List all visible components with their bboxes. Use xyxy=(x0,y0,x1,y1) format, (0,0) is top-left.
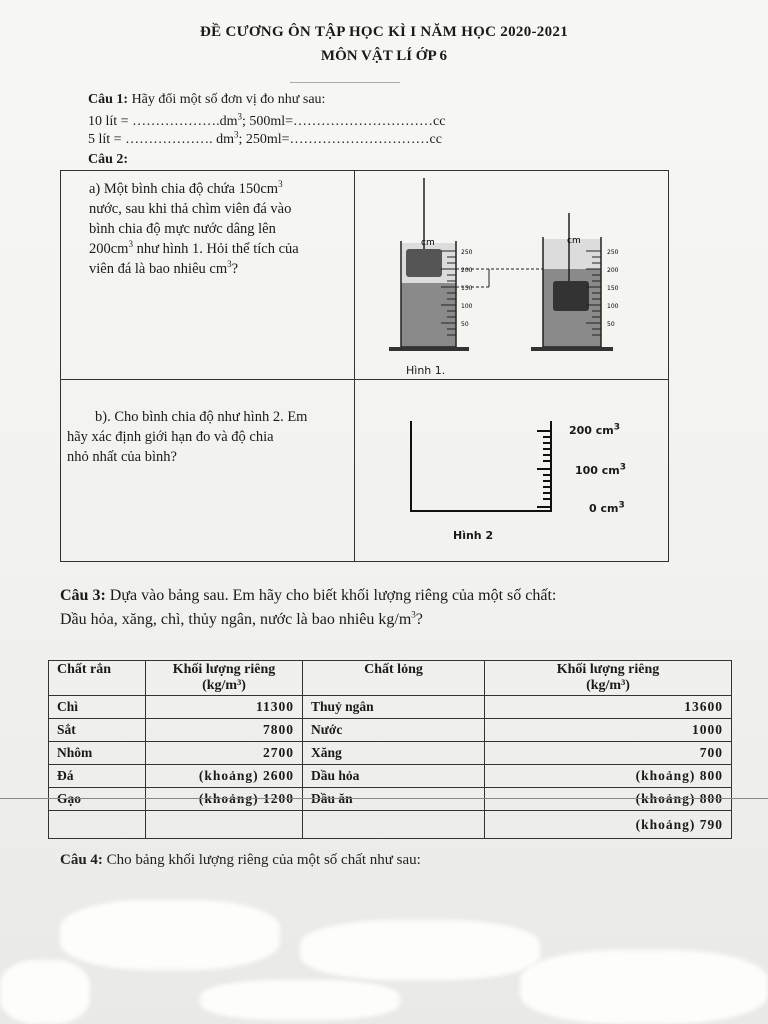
paper-stain xyxy=(300,920,540,980)
page-subtitle: MÔN VẬT LÍ ỚP 6 xyxy=(320,48,448,64)
table-row: Đá (khoảng) 2600 Dầu hỏa (khoảng) 800 xyxy=(49,765,732,788)
svg-text:100: 100 xyxy=(607,303,619,310)
figure-2-caption: Hình 2 xyxy=(453,529,494,542)
q1-prompt: Câu 1: Hãy đổi một số đơn vị đo như sau: xyxy=(88,92,326,107)
density-table xyxy=(48,660,732,839)
svg-text:50: 50 xyxy=(461,321,469,328)
paper-stain xyxy=(200,980,400,1020)
q2b-text: b). Cho bình chia độ như hình 2. Em hãy xác định giới hạn đo và độ chia nhỏ nhất của bình? xyxy=(67,409,308,465)
q2-label: Câu 2: xyxy=(88,152,129,167)
q3-text: Câu 3: Dựa vào bảng sau. Em hãy cho biết khối lượng riêng của một số chất: Dầu hỏa, xăng, chì, thủy ngân, nước là bao nhiêu $kg/m^3$? xyxy=(60,587,557,628)
cylinder-right xyxy=(531,213,613,351)
table-header-row: Chất rắn Khối lượng riêng (kg/m³) Chất lỏng Khối lượng riêng (kg/m³) xyxy=(49,661,732,696)
page-title: ĐỀ CƯƠNG ÔN TẬP HỌC KÌ I NĂM HỌC 2020-2021 xyxy=(199,24,569,40)
fig2-label-200: 200 $cm^3$ xyxy=(569,422,621,437)
table-row: (khoảng) 790 xyxy=(49,811,732,839)
q1-line-2: 5 lít = ………………. $dm^3$; 250ml=…………………………cc xyxy=(88,129,442,147)
paper-stain xyxy=(0,960,90,1024)
svg-text:150: 150 xyxy=(461,285,473,292)
paper-fold-line xyxy=(0,798,768,799)
fig2-label-0: 0 $cm^3$ xyxy=(589,500,625,515)
q2a-text: a) Một bình chia độ chứa $150cm^3$ nước, sau khi thả chìm viên đá vào bình chia độ mực nước dâng lên $200cm^3$ như hình 1. Hỏi thể tích của viên đá là bao nhiêu $cm^3$? xyxy=(89,179,299,277)
fig1-unit-left: cm xyxy=(421,238,435,248)
q4-text: Câu 4: Cho bảng khối lượng riêng của một số chất như sau: xyxy=(60,852,421,868)
svg-text:50: 50 xyxy=(607,321,615,328)
svg-text:200: 200 xyxy=(461,267,473,274)
table-row: Nhôm 2700 Xăng 700 xyxy=(49,742,732,765)
table-row: Sắt 7800 Nước 1000 xyxy=(49,719,732,742)
svg-text:200: 200 xyxy=(607,267,619,274)
table-row: Gạo (khoảng) 1200 Dầu ăn (khoảng) 800 xyxy=(49,788,732,811)
paper-stain xyxy=(60,900,280,970)
svg-text:250: 250 xyxy=(461,249,473,256)
fig2-label-100: 100 $cm^3$ xyxy=(575,462,627,477)
fig1-unit-right: cm xyxy=(567,236,581,246)
table-row: Chì 11300 Thuỷ ngân 13600 xyxy=(49,696,732,719)
divider xyxy=(290,82,400,83)
fig1-ticks-right xyxy=(607,249,619,328)
figure-1-graduated-cylinders xyxy=(361,173,666,373)
svg-text:100: 100 xyxy=(461,303,473,310)
svg-text:250: 250 xyxy=(607,249,619,256)
q1-line-1: 10 lít = $\dots\dots\dots\dots\dots\dots.dm^3$; 500ml=…………………………cc xyxy=(88,111,446,129)
fig1-ticks-left xyxy=(461,249,473,328)
q2-column-divider xyxy=(354,171,355,561)
cylinder-left xyxy=(389,178,469,351)
svg-text:150: 150 xyxy=(607,285,619,292)
paper-stain xyxy=(520,950,768,1024)
figure-1-caption: Hình 1. xyxy=(406,364,446,377)
q2-table xyxy=(60,170,669,562)
